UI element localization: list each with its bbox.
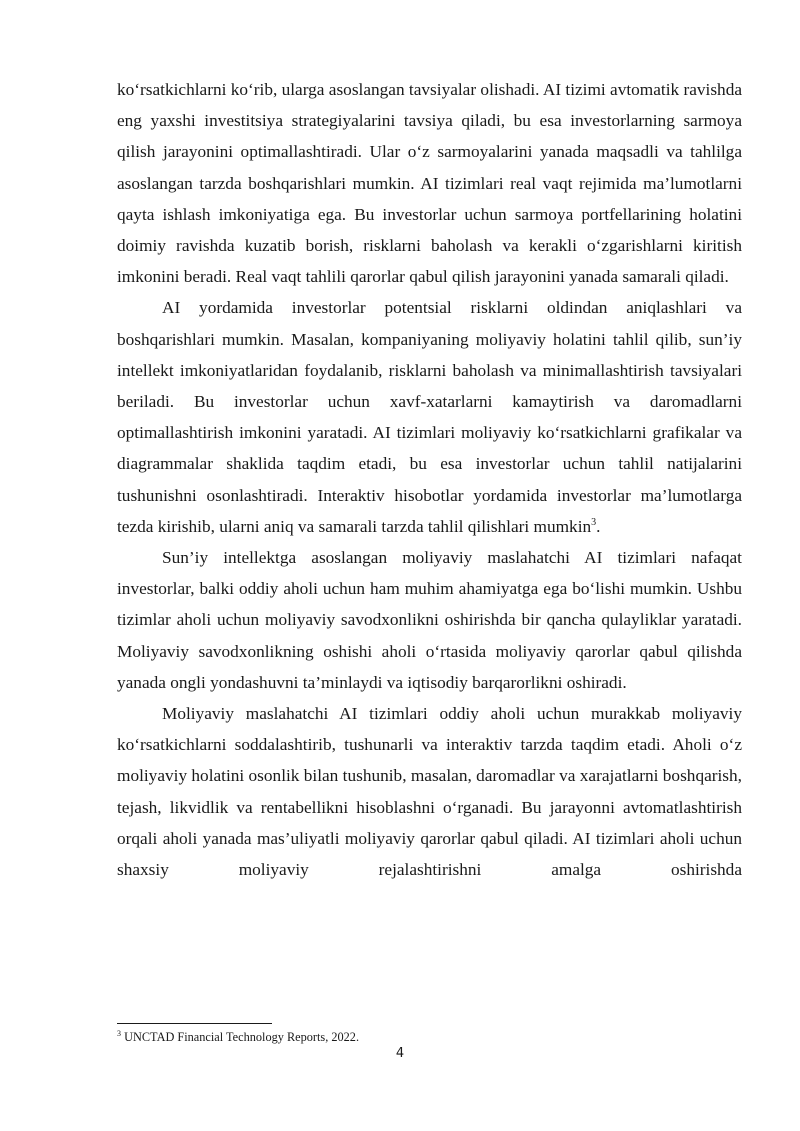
paragraph-2-tail: . bbox=[596, 516, 601, 536]
paragraph-4-text: Moliyaviy maslahatchi AI tizimlari oddiy aholi uchun murakkab moliyaviy ko‘rsatkichlarni soddalashtirib, tushunarli va interaktiv tarzda taqdim etadi. Aholi o‘z moliyaviy holatini osonlik bilan tushunib, masalan, daromadlar va xarajatlarni boshqarish, tejash, likvidlik va rentabellikni hisoblashni o‘rganadi. Bu jarayonni avtomatlashtirish orqali aholi yanada mas’uliyatli moliyaviy qarorlar qabul qiladi. AI tizimlari aholi uchun shaxsiy moliyaviy rejalashtirishni amalga oshirishda bbox=[117, 704, 742, 880]
paragraph-1 bbox=[117, 74, 742, 292]
paragraph-4 bbox=[117, 698, 742, 885]
footnote bbox=[117, 1029, 742, 1045]
page-number: 4 bbox=[395, 1046, 405, 1061]
footnote-number: 3 bbox=[117, 1028, 121, 1038]
paragraph-1-text: ko‘rsatkichlarni ko‘rib, ularga asoslangan tavsiyalar olishadi. AI tizimi avtomatik ravishda eng yaxshi investitsiya strategiyalarini tavsiya qiladi, bu esa investorlarning sarmoya qilish jarayonini optimallashtiradi. Ular o‘z sarmoyalarini yanada maqsadli va tahlilga asoslangan tarzda boshqarishlari mumkin. AI tizimlari real vaqt rejimida ma’lumotlarni qayta ishlash imkoniyatiga ega. Bu investorlar uchun sarmoya portfellarining holatini doimiy ravishda kuzatib borish, risklarni baholash va kerakli o‘zgarishlarni kiritish imkonini beradi. Real vaqt tahlili qarorlar qabul qilish jarayonini yanada samarali qiladi. bbox=[117, 80, 743, 287]
body-text bbox=[117, 74, 742, 885]
footnote-reference[interactable]: 3 bbox=[591, 517, 597, 529]
paragraph-3 bbox=[117, 542, 742, 698]
paragraph-3-text: Sun’iy intellektga asoslangan moliyaviy maslahatchi AI tizimlari nafaqat investorlar, balki oddiy aholi uchun ham muhim ahamiyatga ega bo‘lishi mumkin. Ushbu tizimlar aholi uchun moliyaviy savodxonlikni oshirishda bir qancha qulayliklar yaratadi. Moliyaviy savodxonlikning oshishi aholi o‘rtasida moliyaviy qarorlar qabul qilishda yanada ongli yondashuvni ta’minlaydi va iqtisodiy barqarorlikni oshiradi. bbox=[117, 548, 742, 692]
paragraph-2-text: AI yordamida investorlar potentsial risklarni oldindan aniqlashlari va boshqarishlari mumkin. Masalan, kompaniyaning moliyaviy holatini tahlil qilib, sun’iy intellekt imkoniyatlaridan foydalanib, risklarni baholash va minimallashtirish tavsiyalari beriladi. Bu investorlar uchun xavf-xatarlarni kamaytirish va daromadlarni optimallashtirish imkonini yaratadi. AI tizimlari moliyaviy ko‘rsatkichlarni grafikalar va diagrammalar shaklida taqdim etadi, bu esa investorlar uchun tahlil natijalarini tushunishni osonlashtiradi. Interaktiv hisobotlar yordamida investorlar ma’lumotlarga tezda kirishib, ularni aniq va samarali tarzda tahlil qilishlari mumkin bbox=[117, 298, 742, 536]
footnote-separator bbox=[117, 1023, 272, 1024]
paragraph-2 bbox=[117, 292, 742, 542]
footnote-text: UNCTAD Financial Technology Reports, 2022. bbox=[121, 1030, 360, 1044]
